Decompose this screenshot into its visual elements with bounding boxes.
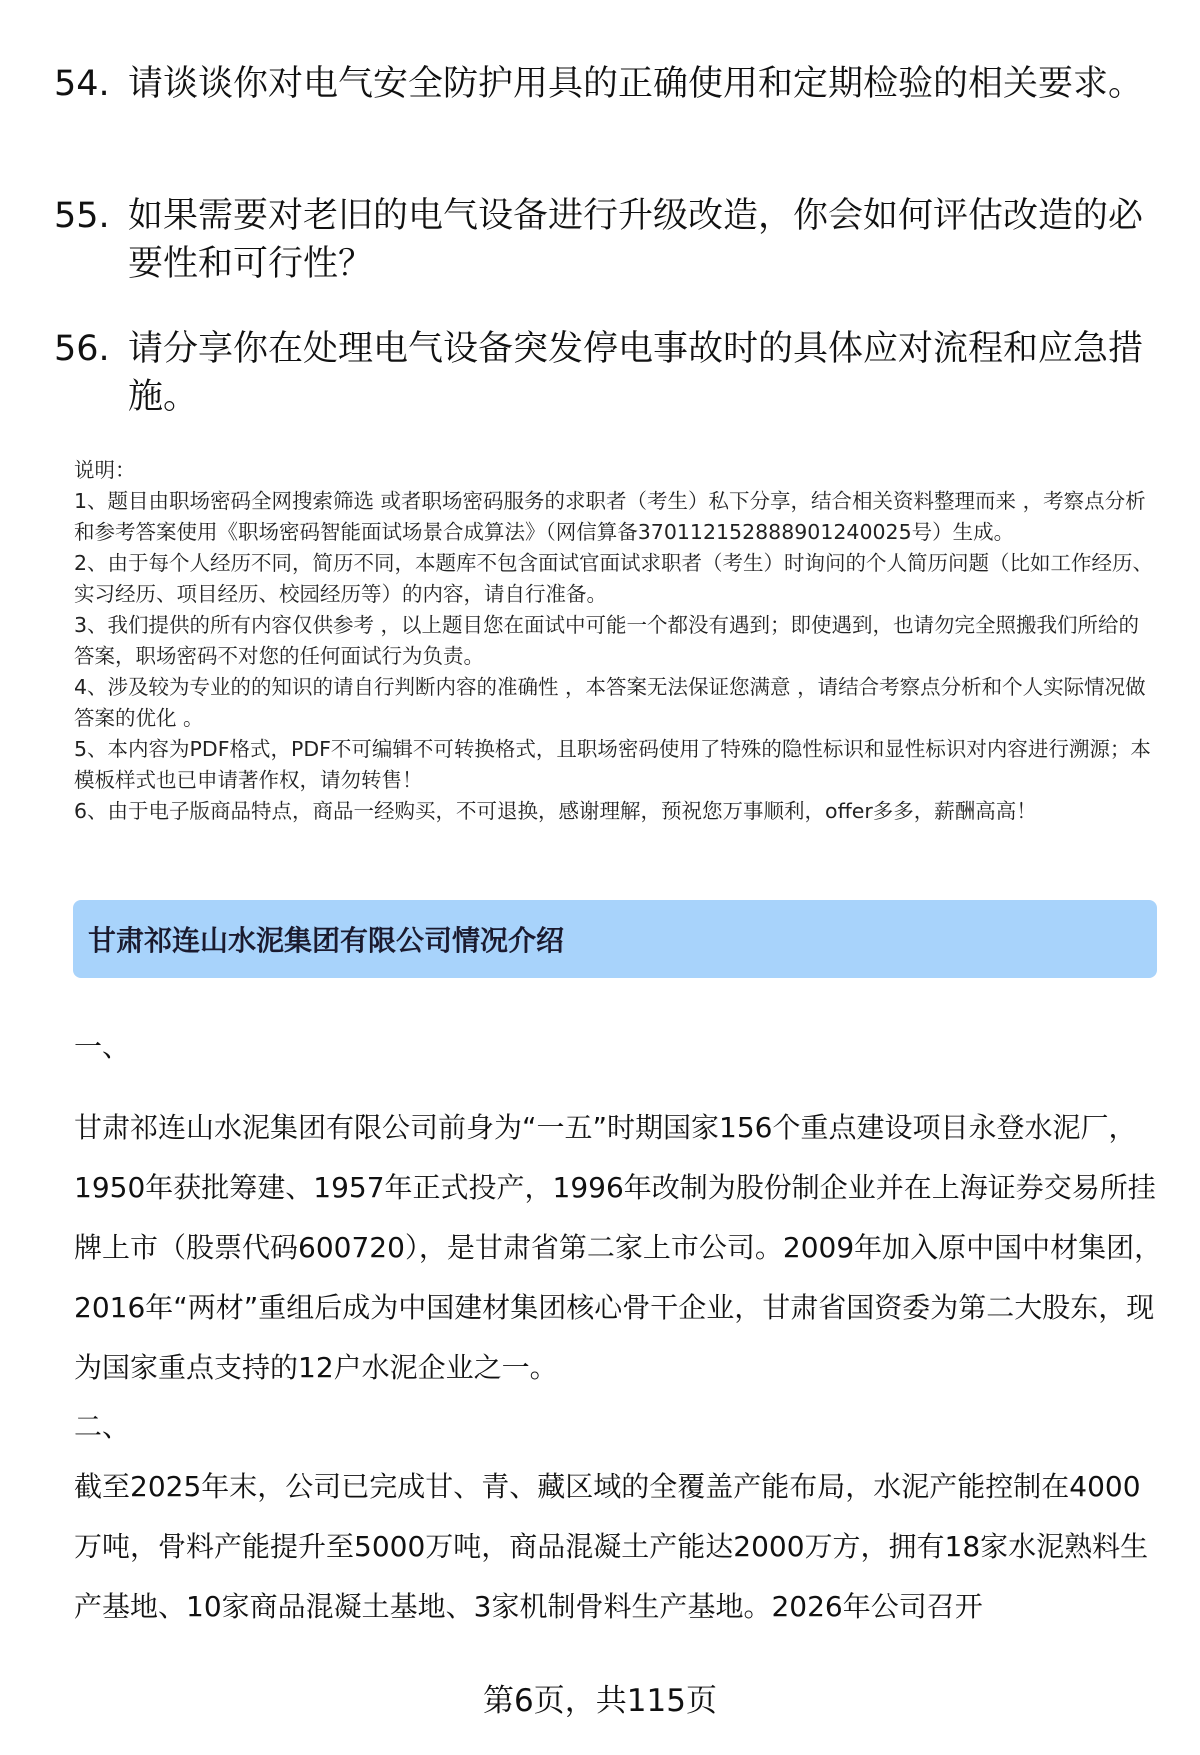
notes-title: 说明： [74, 458, 136, 482]
section-paragraph-1: 甘肃祁连山水泥集团有限公司前身为“一五”时期国家156个重点建设项目永登水泥厂，1950年获批筹建、1957年正式投产，1996年改制为股份制企业并在上海证券交易所挂牌上市（股票代码600720），是甘肃省第二家上市公司。2009年加入原中国中材集团，2016年“两材”重组后成为中国建材集团核心骨干企业，甘肃省国资委为第二大股东，现为国家重点支持的12户水泥企业之一。 [74, 1111, 1163, 1384]
question-text: 请分享你在处理电气设备突发停电事故时的具体应对流程和应急措施。 [128, 329, 1144, 417]
notes-section [74, 455, 1159, 827]
section-heading-2: 二、 [74, 1410, 131, 1443]
section-title: 甘肃祁连山水泥集团有限公司情况介绍 [88, 924, 565, 957]
note-item: 3、我们提供的所有内容仅供参考 ，以上题目您在面试中可能一个都没有遇到；即使遇到，也请勿完全照搬我们所给的答案，职场密码不对您的任何面试行为负责。 [74, 613, 1140, 668]
section-banner [73, 900, 1157, 978]
section-paragraph-2: 截至2025年末，公司已完成甘、青、藏区域的全覆盖产能布局，水泥产能控制在4000万吨，骨料产能提升至5000万吨，商品混凝土产能达2000万方，拥有18家水泥熟料生产基地、10家商品混凝土基地、3家机制骨料生产基地。2026年公司召开 [74, 1470, 1149, 1623]
question-55 [54, 192, 1154, 288]
note-item: 5、本内容为PDF格式，PDF不可编辑不可转换格式，且职场密码使用了特殊的隐性标识和显性标识对内容进行溯源；本模板样式也已申请著作权，请勿转售！ [74, 737, 1151, 792]
section-heading-1: 一、 [74, 1030, 131, 1063]
question-54 [54, 60, 1154, 108]
question-number: 54. [54, 64, 110, 104]
note-item: 2、由于每个人经历不同，简历不同，本题库不包含面试官面试求职者（考生）时询问的个人简历问题（比如工作经历、实习经历、项目经历、校园经历等）的内容，请自行准备。 [74, 551, 1154, 606]
question-number: 55. [54, 196, 110, 236]
note-item: 6、由于电子版商品特点，商品一经购买，不可退换，感谢理解，预祝您万事顺利，offer多多，薪酬高高！ [74, 799, 1037, 823]
question-text: 请谈谈你对电气安全防护用具的正确使用和定期检验的相关要求。 [128, 64, 1144, 104]
page-number: 第6页，共115页 [483, 1683, 717, 1719]
question-56 [54, 325, 1154, 421]
note-item: 4、涉及较为专业的的知识的请自行判断内容的准确性 ，本答案无法保证您满意 ，请结合考察点分析和个人实际情况做答案的优化 。 [74, 675, 1146, 730]
question-number: 56. [54, 329, 110, 369]
note-item: 1、题目由职场密码全网搜索筛选 或者职场密码服务的求职者（考生）私下分享，结合相关资料整理而来 ，考察点分析和参考答案使用《职场密码智能面试场景合成算法》（网信算备370112152888901240025号）生成。 [74, 489, 1146, 544]
question-text: 如果需要对老旧的电气设备进行升级改造，你会如何评估改造的必要性和可行性？ [128, 196, 1144, 284]
